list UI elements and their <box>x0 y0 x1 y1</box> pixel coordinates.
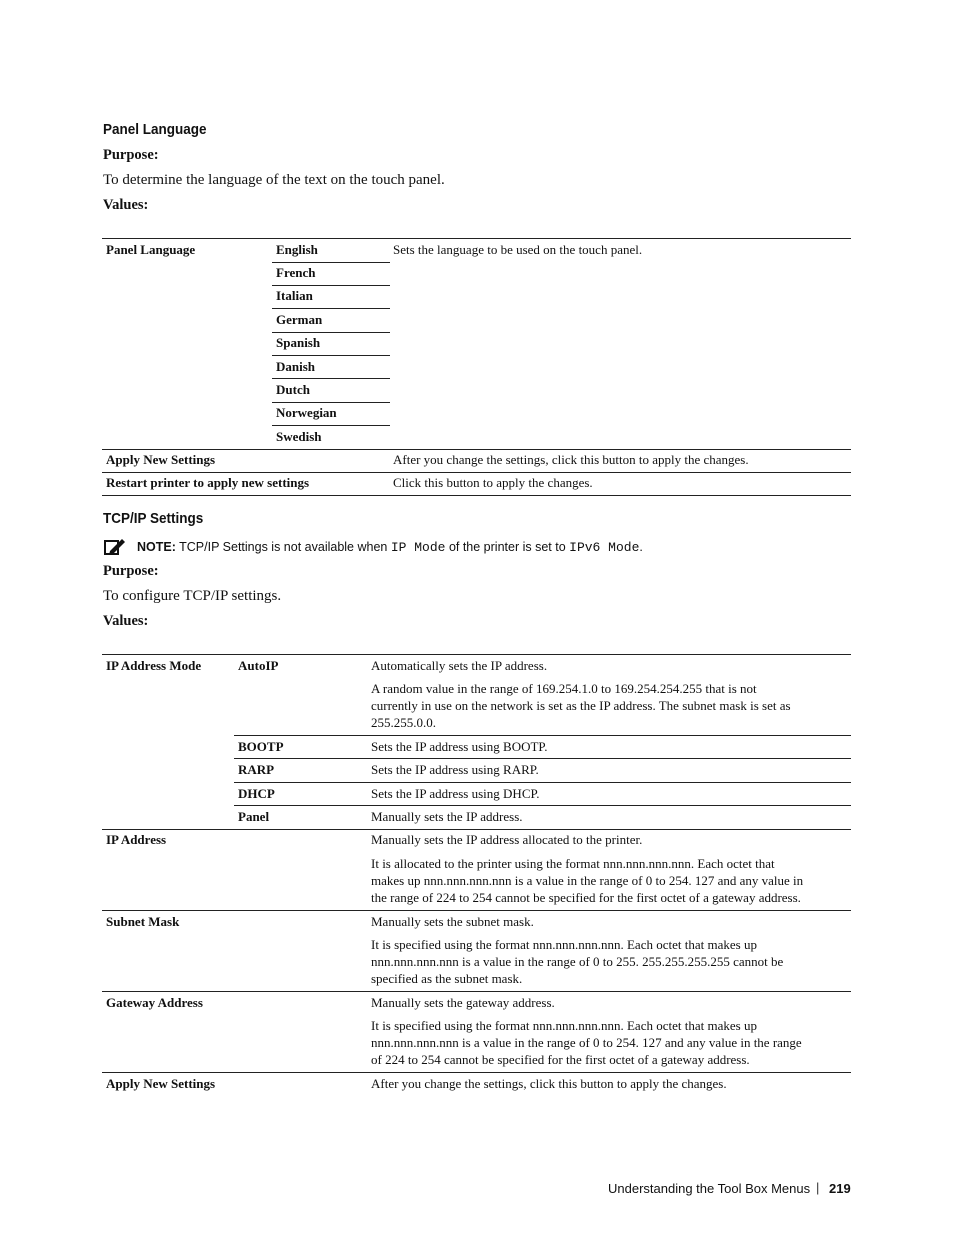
language-option: Dutch <box>276 382 310 397</box>
ip-mode-option: DHCP <box>238 786 275 801</box>
note-end: . <box>639 540 643 554</box>
table-cell-desc: It is specified using the format nnn.nnn.nnn.nnn. Each octet that makes up <box>371 937 757 952</box>
ip-mode-option: AutoIP <box>238 658 279 673</box>
table-rule <box>102 1072 851 1073</box>
language-option: Danish <box>276 359 316 374</box>
ip-mode-option: RARP <box>238 762 275 777</box>
table-cell-desc: It is allocated to the printer using the format nnn.nnn.nnn.nnn. Each octet that <box>371 856 775 871</box>
table-cell-label: Panel Language <box>106 242 196 257</box>
table-cell-desc: A random value in the range of 169.254.1.0 to 169.254.254.255 that is not <box>371 681 757 696</box>
table-cell-desc: Manually sets the IP address allocated to the printer. <box>371 832 643 847</box>
note-text: of the printer is set to <box>448 540 566 554</box>
note-code: IPv6 Mode <box>569 540 640 555</box>
table-rule <box>272 308 390 309</box>
table-rule <box>234 782 851 783</box>
footer-chapter-title: Understanding the Tool Box Menus <box>608 1181 811 1196</box>
purpose-text: To determine the language of the text on the touch panel. <box>103 172 445 188</box>
note-text: TCP/IP Settings is not available when <box>179 540 388 554</box>
table-rule <box>102 472 851 473</box>
table-rule <box>102 495 851 496</box>
table-cell-desc: Manually sets the IP address. <box>371 809 523 824</box>
table-cell-desc: the range of 224 to 254 cannot be specified for the first octet of a gateway address. <box>371 890 801 905</box>
footer-separator: | <box>816 1180 820 1195</box>
table-cell-desc: Manually sets the subnet mask. <box>371 914 534 929</box>
language-option: English <box>276 242 318 257</box>
table-cell-desc: After you change the settings, click this button to apply the changes. <box>393 452 749 467</box>
table-rule <box>234 735 851 736</box>
ip-mode-option: Panel <box>238 809 270 824</box>
note-label: NOTE: <box>137 540 176 554</box>
table-rule <box>272 402 390 403</box>
table-cell-desc: Sets the IP address using BOOTP. <box>371 739 548 754</box>
table-rule <box>272 425 390 426</box>
page-number: 219 <box>829 1181 851 1196</box>
table-cell-label: Subnet Mask <box>106 914 180 929</box>
table-rule <box>272 355 390 356</box>
table-cell-desc: Sets the IP address using RARP. <box>371 762 539 777</box>
table-rule <box>272 285 390 286</box>
table-cell-label: Restart printer to apply new settings <box>106 475 310 490</box>
language-option: French <box>276 265 316 280</box>
language-option: German <box>276 312 323 327</box>
table-cell-desc: currently in use on the network is set as the IP address. The subnet mask is set as <box>371 698 791 713</box>
purpose-text: To configure TCP/IP settings. <box>103 588 282 604</box>
table-rule <box>102 654 851 655</box>
ip-mode-option: BOOTP <box>238 739 284 754</box>
section-heading-tcpip: TCP/IP Settings <box>103 510 204 527</box>
table-rule <box>234 805 851 806</box>
table-cell-label: Apply New Settings <box>106 1076 216 1091</box>
values-label: Values: <box>103 197 149 213</box>
table-rule <box>102 910 851 911</box>
table-cell-label: IP Address <box>106 832 167 847</box>
table-cell-label: Gateway Address <box>106 995 203 1010</box>
table-rule <box>102 449 851 450</box>
table-rule <box>102 238 851 239</box>
section-heading-panel-language: Panel Language <box>103 121 207 138</box>
table-rule <box>102 991 851 992</box>
purpose-label: Purpose: <box>103 563 159 579</box>
table-cell-desc: It is specified using the format nnn.nnn.nnn.nnn. Each octet that makes up <box>371 1018 757 1033</box>
language-option: Norwegian <box>276 405 337 420</box>
table-cell-desc: Sets the IP address using DHCP. <box>371 786 540 801</box>
language-option: Swedish <box>276 429 322 444</box>
language-option: Spanish <box>276 335 321 350</box>
table-rule <box>272 332 390 333</box>
table-cell-label: Apply New Settings <box>106 452 216 467</box>
table-cell-desc: Manually sets the gateway address. <box>371 995 555 1010</box>
table-cell-desc: nnn.nnn.nnn.nnn is a value in the range of 0 to 255. 255.255.255.255 cannot be <box>371 954 784 969</box>
table-cell-desc: Sets the language to be used on the touch panel. <box>393 242 643 257</box>
table-cell-label: IP Address Mode <box>106 658 202 673</box>
note-pencil-icon <box>104 538 126 556</box>
table-cell-desc: makes up nnn.nnn.nnn.nnn is a value in the range of 0 to 254. 127 and any value in <box>371 873 804 888</box>
values-label: Values: <box>103 613 149 629</box>
table-cell-desc: nnn.nnn.nnn.nnn is a value in the range of 0 to 254. 127 and any value in the range <box>371 1035 802 1050</box>
table-cell-desc: specified as the subnet mask. <box>371 971 523 986</box>
table-rule <box>102 829 851 830</box>
table-rule <box>272 378 390 379</box>
table-rule <box>272 262 390 263</box>
note-code: IP Mode <box>390 540 446 555</box>
purpose-label: Purpose: <box>103 147 159 163</box>
table-cell-desc: 255.255.0.0. <box>371 715 436 730</box>
note <box>137 540 643 555</box>
table-cell-desc: of 224 to 254 cannot be specified for the first octet of a gateway address. <box>371 1052 750 1067</box>
table-rule <box>234 758 851 759</box>
table-cell-desc: Click this button to apply the changes. <box>393 475 593 490</box>
language-option: Italian <box>276 288 313 303</box>
table-cell-desc: After you change the settings, click this button to apply the changes. <box>371 1076 727 1091</box>
table-cell-desc: Automatically sets the IP address. <box>371 658 548 673</box>
